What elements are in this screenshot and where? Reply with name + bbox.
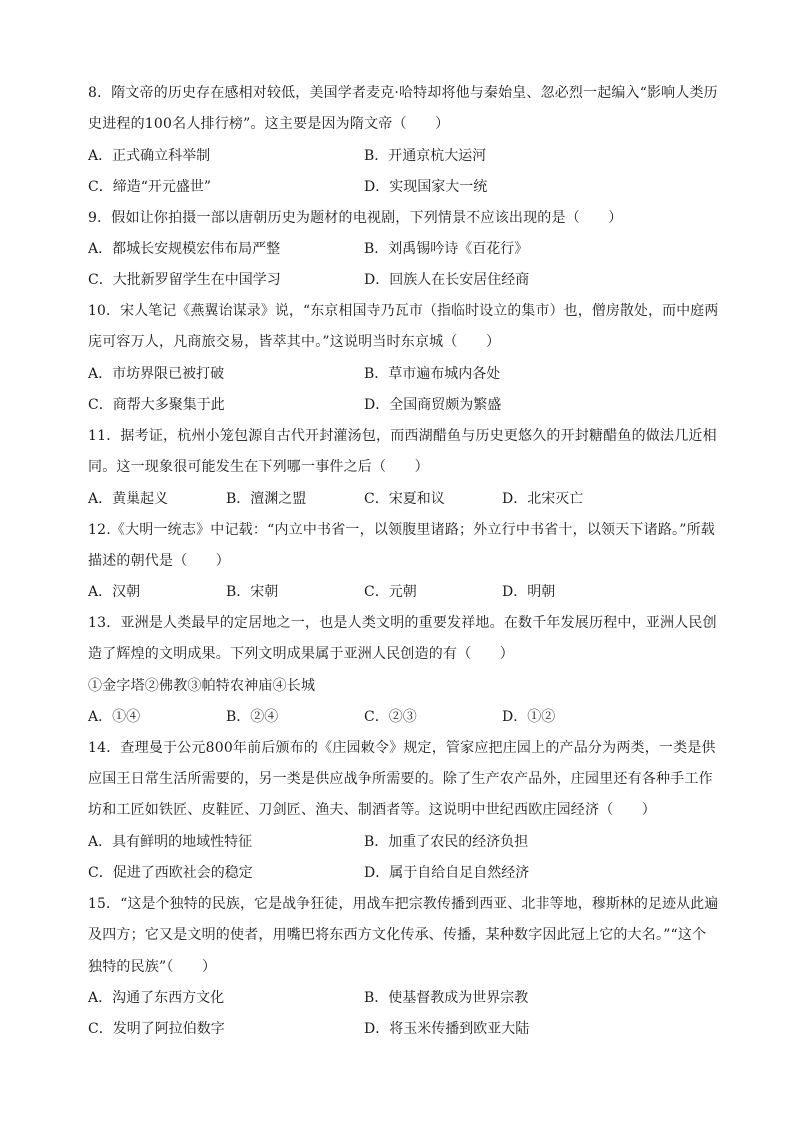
question-13-option-d: D．①② xyxy=(502,709,556,725)
question-12-stem-line-1: 12.《大明一统志》中记载：“内立中书省一，以领腹里诸路；外立行中书省十，以领天下诸路。”所载 xyxy=(88,522,715,538)
question-14-stem-line-1: 14．查理曼于公元800年前后颁布的《庄园敕令》规定，管家应把庄园上的产品分为两类，一类是供 xyxy=(88,740,716,756)
question-15-stem-line-2: 及四方；它又是文明的使者，用嘴巴将东西方文化传承、传播，某种数字因此冠上它的大名。”“这个 xyxy=(88,927,707,943)
question-15-option-d: D．将玉米传播到欧亚大陆 xyxy=(364,1021,530,1037)
question-15-stem-line-1: 15．“这是个独特的民族，它是战争狂徒，用战车把宗教传播到西亚、北非等地，穆斯林的足迹从此遍 xyxy=(88,896,719,912)
question-13-option-c: C．②③ xyxy=(364,709,417,725)
question-15-option-c: C．发明了阿拉伯数字 xyxy=(88,1021,225,1037)
question-13-stem-items: ①金字塔②佛教③帕特农神庙④长城 xyxy=(88,678,316,694)
question-12-option-d: D．明朝 xyxy=(502,584,556,600)
question-8-stem-line-1: 8．隋文帝的历史存在感相对较低，美国学者麦克·哈特却将他与秦始皇、忽必烈一起编入“影响人类历 xyxy=(88,85,718,101)
question-11-option-d: D．北宋灭亡 xyxy=(502,491,584,507)
question-13-stem-line-2: 造了辉煌的文明成果。下列文明成果属于亚洲人民创造的有（ ） xyxy=(88,646,514,662)
question-8-option-b: B．开通京杭大运河 xyxy=(364,148,487,164)
question-9-option-a: A．都城长安规模宏伟布局严整 xyxy=(88,241,281,257)
question-13-option-b: B．②④ xyxy=(226,709,279,725)
question-11-stem-line-1: 11．据考证，杭州小笼包源自古代开封灌汤包，而西湖醋鱼与历史更悠久的开封糖醋鱼的做法几近相 xyxy=(88,428,717,444)
question-10-stem-line-1: 10．宋人笔记《燕翼诒谋录》说，“东京相国寺乃瓦市（指临时设立的集市）也，僧房散处，而中庭两 xyxy=(88,303,719,319)
question-10-option-d: D．全国商贸颇为繁盛 xyxy=(364,397,502,413)
question-11-option-b: B．澶渊之盟 xyxy=(226,491,307,507)
question-9-option-b: B．刘禹锡吟诗《百花行》 xyxy=(364,241,529,257)
question-11-option-a: A．黄巢起义 xyxy=(88,491,169,507)
question-14-option-d: D．属于自给自足自然经济 xyxy=(364,865,530,881)
question-14-option-a: A．具有鲜明的地域性特征 xyxy=(88,834,253,850)
question-12-option-a: A．汉朝 xyxy=(88,584,141,600)
question-11-stem-line-2: 同。这一现象很可能发生在下列哪一事件之后（ ） xyxy=(88,459,429,475)
question-10-option-b: B．草市遍布城内各处 xyxy=(364,366,501,382)
question-10-stem-line-2: 庑可容万人，凡商旅交易，皆萃其中。”这说明当时东京城（ ） xyxy=(88,334,501,350)
question-11-option-c: C．宋夏和议 xyxy=(364,491,445,507)
question-8-stem-line-2: 史进程的100名人排行榜”。这主要是因为隋文帝（ ） xyxy=(88,116,450,132)
question-13-stem-line-1: 13．亚洲是人类最早的定居地之一，也是人类文明的重要发祥地。在数千年发展历程中，亚洲人民创 xyxy=(88,615,717,631)
question-14-option-c: C．促进了西欧社会的稳定 xyxy=(88,865,253,881)
question-10-option-c: C．商帮大多聚集于此 xyxy=(88,397,225,413)
question-8-option-d: D．实现国家大一统 xyxy=(364,179,488,195)
question-12-stem-line-2: 描述的朝代是（ ） xyxy=(88,553,230,569)
question-8-option-a: A．正式确立科举制 xyxy=(88,148,211,164)
question-14-stem-line-3: 坊和工匠如铁匠、皮鞋匠、刀剑匠、渔夫、制酒者等。这说明中世纪西欧庄园经济（ ） xyxy=(88,802,656,818)
question-12-option-b: B．宋朝 xyxy=(226,584,279,600)
question-9-option-c: C．大批新罗留学生在中国学习 xyxy=(88,272,281,288)
question-8-option-c: C．缔造“开元盛世” xyxy=(88,179,212,195)
question-9-stem-line-1: 9．假如让你拍摄一部以唐朝历史为题材的电视剧，下列情景不应该出现的是（ ） xyxy=(88,210,623,226)
question-10-option-a: A．市坊界限已被打破 xyxy=(88,366,225,382)
question-15-option-b: B．使基督教成为世界宗教 xyxy=(364,990,529,1006)
question-14-option-b: B．加重了农民的经济负担 xyxy=(364,834,529,850)
question-9-option-d: D．回族人在长安居住经商 xyxy=(364,272,530,288)
question-13-option-a: A．①④ xyxy=(88,709,141,725)
question-15-option-a: A．沟通了东西方文化 xyxy=(88,990,225,1006)
question-15-stem-line-3: 独特的民族”（ ） xyxy=(88,959,217,975)
question-14-stem-line-2: 应国王日常生活所需要的，另一类是供应战争所需要的。除了生产农产品外，庄园里还有各种手工作 xyxy=(88,771,713,787)
question-12-option-c: C．元朝 xyxy=(364,584,417,600)
